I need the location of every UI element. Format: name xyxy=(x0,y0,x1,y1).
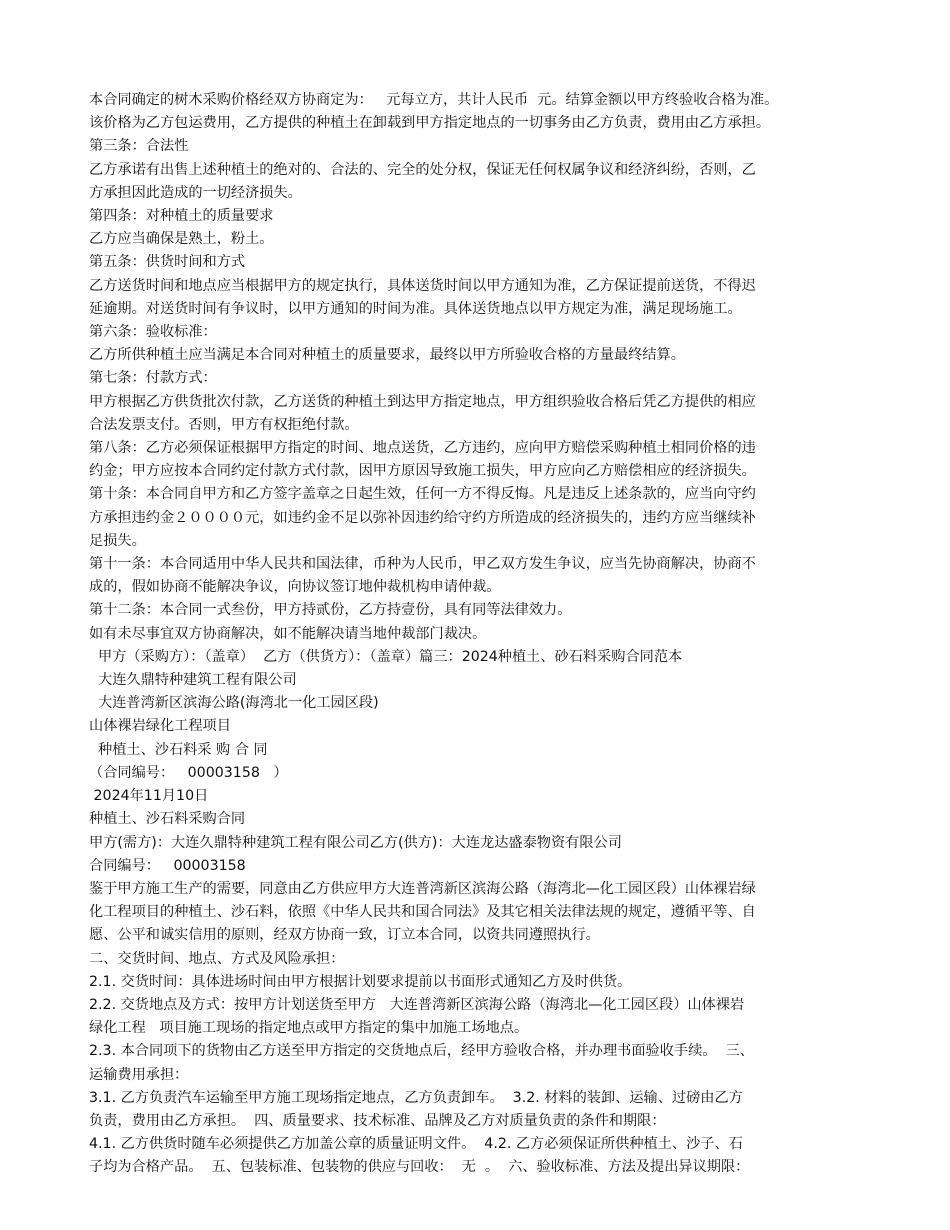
document-line: 大连久鼎特种建筑工程有限公司 xyxy=(89,672,297,689)
document-line: 乙方应当确保是熟土，粉土。 xyxy=(89,231,274,248)
document-line: 如有未尽事宜双方协商解决，如不能解决请当地仲裁部门裁决。 xyxy=(89,625,487,642)
document-line: 乙方所供种植土应当满足本合同对种植土的质量要求，最终以甲方所验收合格的方量最终结算。 xyxy=(89,347,685,364)
document-line: 甲方根据乙方供货批次付款，乙方送货的种植土到达甲方指定地点，甲方组织验收合格后凭乙方提供的相应 xyxy=(89,393,756,410)
document-line: 第六条：验收标准： xyxy=(89,324,217,341)
document-line: 第十二条：本合同一式叁份，甲方持贰份，乙方持壹份，具有同等法律效力。 xyxy=(89,602,572,619)
document-line: 第三条：合法性 xyxy=(89,138,189,155)
document-line: 足损失。 xyxy=(89,532,146,549)
document-line: 2.1. 交货时间：具体进场时间由甲方根据计划要求提前以书面形式通知乙方及时供货。 xyxy=(89,973,632,990)
document-line: 4.1. 乙方供货时随车必须提供乙方加盖公章的质量证明文件。 4.2. 乙方必须保证所供种植土、沙子、石 xyxy=(89,1136,743,1153)
document-line: 负责，费用由乙方承担。 四、质量要求、技术标准、品牌及乙方对质量负责的条件和期限： xyxy=(89,1112,666,1129)
document-line: 乙方送货时间和地点应当根据甲方的规定执行，具体送货时间以甲方通知为准，乙方保证提前送货，不得迟 xyxy=(89,277,756,294)
document-line: 种植土、沙石料采购合同 xyxy=(89,811,246,828)
document-page xyxy=(89,89,879,1180)
document-line: 乙方承诺有出售上述种植土的绝对的、合法的、完全的处分权，保证无任何权属争议和经济纠纷，否则，乙 xyxy=(89,161,756,178)
document-line: 第十条：本合同自甲方和乙方签字盖章之日起生效，任何一方不得反悔。凡是违反上述条款的，应当向守约 xyxy=(89,486,756,503)
document-line: 本合同确定的树木采购价格经双方协商定为： 元每立方，共计人民币 元。结算金额以甲方终验收合格为准。 xyxy=(89,92,779,108)
document-line: 合法发票支付。否则，甲方有权拒绝付款。 xyxy=(89,416,359,433)
document-line: 2.2. 交货地点及方式：按甲方计划送货至甲方 大连普湾新区滨海公路（海湾北—化工园区段）山体裸岩 xyxy=(89,996,745,1013)
document-line: 该价格为乙方包运费用，乙方提供的种植土在卸载到甲方指定地点的一切事务由乙方负责，费用由乙方承担。 xyxy=(89,115,771,132)
document-line: 运输费用承担： xyxy=(89,1066,189,1083)
document-line: 鉴于甲方施工生产的需要，同意由乙方供应甲方大连普湾新区滨海公路（海湾北—化工园区段）山体裸岩绿 xyxy=(89,880,756,897)
document-line: 第四条：对种植土的质量要求 xyxy=(89,208,274,225)
document-line: 第十一条：本合同适用中华人民共和国法律，币种为人民币，甲乙双方发生争议，应当先协商解决，协商不 xyxy=(89,556,756,573)
document-line: 山体裸岩绿化工程项目 xyxy=(89,718,231,735)
document-line: 绿化工程 项目施工现场的指定地点或甲方指定的集中加施工场地点。 xyxy=(89,1020,529,1037)
document-line: 甲方(需方)：大连久鼎特种建筑工程有限公司乙方(供方)：大连龙达盛泰物资有限公司 xyxy=(89,834,622,851)
document-line: 成的，假如协商不能解决争议，向协议签订地仲裁机构申请仲裁。 xyxy=(89,579,501,596)
document-line: 种植土、沙石料采 购 合 同 xyxy=(89,741,268,758)
document-line: 方承担因此造成的一切经济损失。 xyxy=(89,184,302,201)
document-line: 3.1. 乙方负责汽车运输至甲方施工现场指定地点，乙方负责卸车。 3.2. 材料的装卸、运输、过磅由乙方 xyxy=(89,1089,743,1106)
document-line: 第五条：供货时间和方式 xyxy=(89,254,246,271)
document-line: 2.3. 本合同项下的货物由乙方送至甲方指定的交货地点后，经甲方验收合格，并办理书面验收手续。 三、 xyxy=(89,1043,754,1060)
document-line: 约金；甲方应按本合同约定付款方式付款，因甲方原因导致施工损失，甲方应向乙方赔偿相应的经济损失。 xyxy=(89,463,756,480)
document-line: 第七条：付款方式： xyxy=(89,370,217,387)
document-line: 合同编号： 00003158 xyxy=(89,857,246,874)
document-line: （合同编号： 00003158 ） xyxy=(89,764,288,781)
document-line: 大连普湾新区滨海公路(海湾北一化工园区段) xyxy=(89,695,379,712)
document-line: 方承担违约金２００００元，如违约金不足以弥补因违约给守约方所造成的经济损失的，违约方应当继续补 xyxy=(89,509,756,526)
document-line: 二、交货时间、地点、方式及风险承担： xyxy=(89,950,345,967)
document-line: 延逾期。对送货时间有争议时，以甲方通知的时间为准。具体送货地点以甲方规定为准，满足现场施工。 xyxy=(89,300,742,317)
document-line: 子均为合格产品。 五、包装标准、包装物的供应与回收： 无 。 六、验收标准、方法及提出异议期限： xyxy=(89,1159,750,1176)
document-line: 化工程项目的种植土、沙石料，依照《中华人民共和国合同法》及其它相关法律法规的规定，遵循平等、自 xyxy=(89,904,756,921)
document-line: 甲方（采购方）：（盖章） 乙方（供货方）：（盖章）篇三：2024种植土、砂石料采购合同范本 xyxy=(89,648,683,665)
document-line: 第八条：乙方必须保证根据甲方指定的时间、地点送货，乙方违约，应向甲方赔偿采购种植土相同价格的违 xyxy=(89,440,756,457)
document-line: 愿、公平和诚实信用的原则，经双方协商一致，订立本合同，以资共同遵照执行。 xyxy=(89,927,600,944)
document-line: 2024年11月10日 xyxy=(89,788,209,805)
